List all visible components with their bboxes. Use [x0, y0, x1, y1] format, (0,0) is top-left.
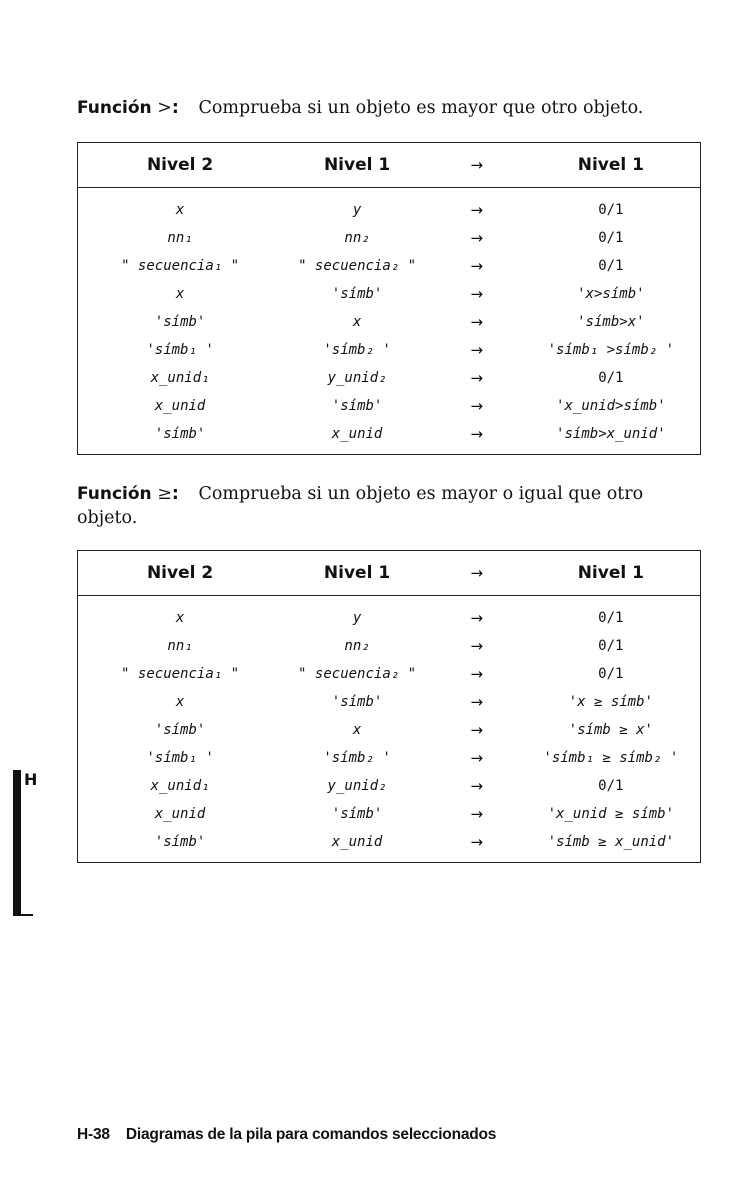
table-header-row: [78, 143, 701, 188]
cell-result: 'x_unid>símb': [556, 398, 666, 414]
chapter-tab-tick: [13, 914, 33, 916]
cell-level1: " secuencia₂ ": [298, 258, 417, 274]
cell-level1: y_unid₂: [327, 370, 387, 386]
cell-level1: 'símb₂ ': [323, 750, 391, 766]
table-row: [78, 420, 701, 455]
cell-level2: x_unid: [154, 806, 206, 822]
table-row: [78, 800, 701, 828]
cell-arrow: →: [470, 313, 484, 331]
function-description: Comprueba si un objeto es mayor que otro objeto.: [198, 98, 644, 118]
header-level2: Nivel 2: [78, 143, 283, 188]
chapter-tab-bar: [13, 770, 21, 916]
table-header-row: [78, 551, 701, 596]
cell-level2: nn₁: [167, 230, 193, 246]
cell-level2: 'símb₁ ': [146, 750, 214, 766]
chapter-title: Diagramas de la pila para comandos seleccionados: [125, 1126, 497, 1143]
table-row: [78, 716, 701, 744]
cell-level2: x_unid₁: [150, 370, 210, 386]
cell-result: 0/1: [598, 230, 624, 246]
cell-result: 'símb>x_unid': [556, 426, 666, 442]
table-row: [78, 364, 701, 392]
header-level1-input: Nivel 1: [282, 551, 432, 596]
cell-level1: x_unid: [331, 834, 383, 850]
cell-arrow: →: [470, 257, 484, 275]
cell-arrow: →: [470, 833, 484, 851]
function-word: Función: [77, 98, 152, 118]
table-row: [78, 252, 701, 280]
cell-level2: x: [175, 694, 185, 710]
cell-level1: y: [352, 202, 362, 218]
cell-level1: 'símb': [331, 398, 383, 414]
cell-arrow: →: [470, 665, 484, 683]
cell-level1: y_unid₂: [327, 778, 387, 794]
cell-result: 0/1: [598, 202, 624, 218]
cell-arrow: →: [470, 805, 484, 823]
cell-result: 'símb₁ >símb₂ ': [547, 342, 675, 358]
cell-level2: " secuencia₁ ": [121, 666, 240, 682]
cell-level1: x: [352, 314, 362, 330]
page-footer: [77, 1126, 496, 1144]
table-row: [78, 596, 701, 633]
table-row: [78, 772, 701, 800]
cell-result: 0/1: [598, 666, 624, 682]
cell-result: 'x_unid ≥ símb': [547, 806, 675, 822]
cell-arrow: →: [470, 749, 484, 767]
table-row: [78, 224, 701, 252]
cell-result: 'símb₁ ≥ símb₂ ': [543, 750, 679, 766]
function-colon: :: [171, 98, 179, 118]
table-row: [78, 744, 701, 772]
cell-level2: x_unid: [154, 398, 206, 414]
cell-level2: 'símb': [154, 722, 206, 738]
cell-result: 'símb ≥ x_unid': [547, 834, 675, 850]
function-word: Función: [77, 484, 152, 504]
cell-level2: x: [175, 286, 185, 302]
cell-level2: " secuencia₁ ": [121, 258, 240, 274]
header-level1-output: Nivel 1: [522, 551, 701, 596]
cell-arrow: →: [470, 693, 484, 711]
header-level2: Nivel 2: [78, 551, 283, 596]
cell-result: 0/1: [598, 778, 624, 794]
table-row: [78, 632, 701, 660]
cell-arrow: →: [470, 637, 484, 655]
cell-level2: nn₁: [167, 638, 193, 654]
cell-level1: 'símb₂ ': [323, 342, 391, 358]
cell-result: 'x ≥ símb': [568, 694, 653, 710]
cell-result: 0/1: [598, 370, 624, 386]
cell-arrow: →: [470, 721, 484, 739]
table-row: [78, 828, 701, 863]
cell-level2: x: [175, 610, 185, 626]
cell-arrow: →: [470, 369, 484, 387]
table-row: [78, 392, 701, 420]
header-level1-output: Nivel 1: [522, 143, 701, 188]
cell-result: 0/1: [598, 610, 624, 626]
cell-arrow: →: [470, 201, 484, 219]
cell-level1: 'símb': [331, 806, 383, 822]
cell-result: 0/1: [598, 638, 624, 654]
function-symbol: >: [157, 98, 172, 118]
cell-result: 'x>símb': [577, 286, 645, 302]
cell-result: 'símb>x': [577, 314, 645, 330]
table-row: [78, 660, 701, 688]
cell-level1: x: [352, 722, 362, 738]
header-level1-input: Nivel 1: [282, 143, 432, 188]
table-row: [78, 280, 701, 308]
table-row: [78, 308, 701, 336]
function-heading-greater-equal: [77, 482, 677, 530]
cell-level2: x: [175, 202, 185, 218]
cell-level2: 'símb': [154, 314, 206, 330]
cell-arrow: →: [470, 229, 484, 247]
function-heading-greater: [77, 96, 677, 120]
cell-level2: 'símb': [154, 426, 206, 442]
function-description: Comprueba si un objeto es mayor o igual que otro objeto.: [77, 484, 644, 528]
cell-level1: y: [352, 610, 362, 626]
chapter-tab-letter: H: [24, 770, 38, 789]
cell-arrow: →: [470, 777, 484, 795]
cell-level1: 'símb': [331, 286, 383, 302]
cell-level1: 'símb': [331, 694, 383, 710]
cell-level2: x_unid₁: [150, 778, 210, 794]
table-row: [78, 188, 701, 225]
cell-level1: x_unid: [331, 426, 383, 442]
cell-level1: " secuencia₂ ": [298, 666, 417, 682]
header-arrow: →: [432, 143, 522, 188]
function-colon: :: [171, 484, 179, 504]
cell-arrow: →: [470, 341, 484, 359]
stack-table-greater: [77, 142, 701, 455]
cell-level2: 'símb': [154, 834, 206, 850]
header-arrow: →: [432, 551, 522, 596]
cell-arrow: →: [470, 397, 484, 415]
cell-result: 0/1: [598, 258, 624, 274]
cell-level1: nn₂: [344, 638, 370, 654]
page-number: H-38: [77, 1126, 110, 1143]
table-row: [78, 336, 701, 364]
cell-level2: 'símb₁ ': [146, 342, 214, 358]
cell-arrow: →: [470, 285, 484, 303]
function-symbol: ≥: [157, 484, 172, 504]
cell-level1: nn₂: [344, 230, 370, 246]
cell-result: 'símb ≥ x': [568, 722, 653, 738]
stack-table-greater-equal: [77, 550, 701, 863]
table-row: [78, 688, 701, 716]
cell-arrow: →: [470, 609, 484, 627]
cell-arrow: →: [470, 425, 484, 443]
